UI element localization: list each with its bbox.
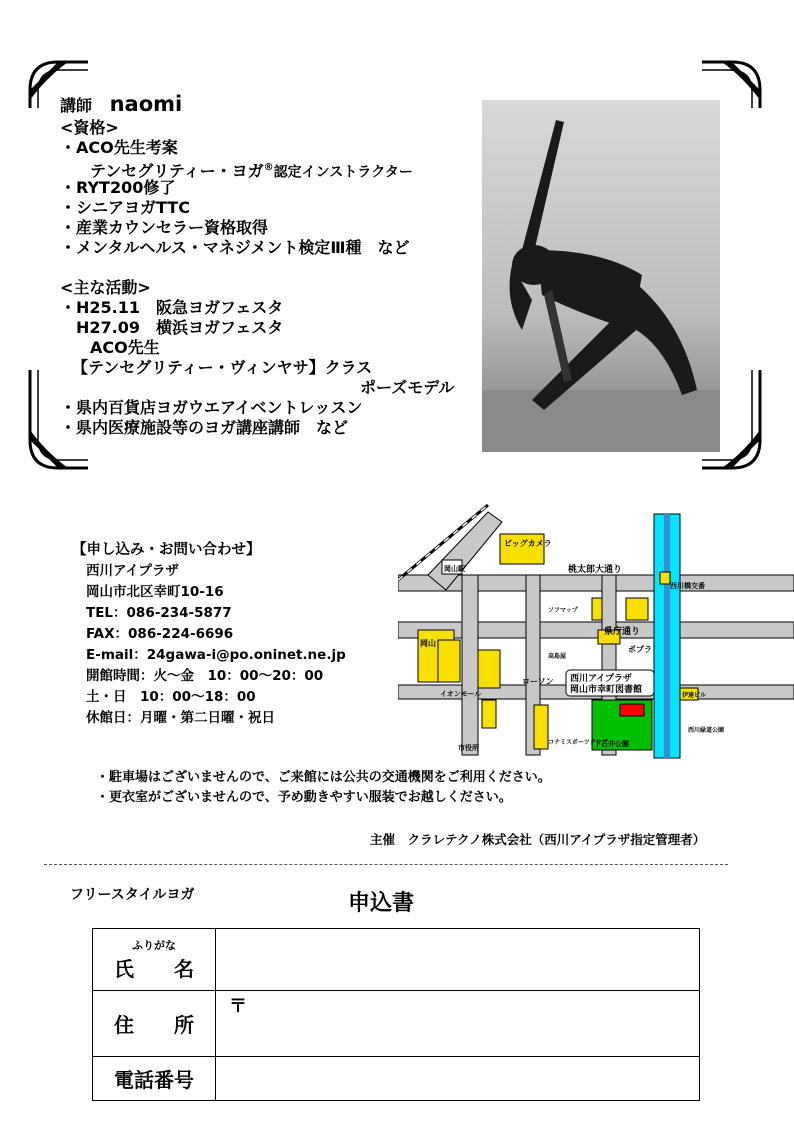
- qualification-tensegrity: テンセグリティー・ヨガ: [90, 161, 264, 181]
- qualification-item: ・メンタルヘルス・マネジメント検定Ⅲ種 など: [60, 238, 410, 257]
- activity-item: ・H25.11 阪急ヨガフェスタ: [60, 298, 284, 317]
- contact-hours-weekend: 土・日 10：00〜18：00: [86, 689, 256, 705]
- activity-item: 【テンセグリティー・ヴィンヤサ】クラス: [72, 358, 373, 377]
- furigana-label: ふりがな: [132, 939, 176, 952]
- activity-item: ・県内百貨店ヨガウエアイベントレッスン: [60, 398, 363, 417]
- map-label-aeon: イオンモール: [440, 690, 482, 698]
- contact-address: 岡山市北区幸町10-16: [86, 584, 224, 600]
- spacer: [60, 258, 454, 278]
- phone-field[interactable]: [216, 1057, 700, 1101]
- name-field[interactable]: [216, 929, 700, 991]
- note-parking: ・駐車場はございませんので、ご来館には公共の交通機関をご利用ください。: [96, 770, 551, 785]
- form-title: 申込書: [348, 891, 415, 916]
- map-label-nishigawa-ryokudo: 西川緑道公園: [688, 727, 725, 734]
- notes-block: [96, 768, 551, 808]
- map-label-okayama: 岡山: [420, 639, 436, 648]
- map-label-takashimaya: 高島屋: [548, 653, 567, 660]
- address-field[interactable]: [216, 991, 700, 1057]
- registered-mark: ®: [263, 162, 274, 173]
- map-label-nishigawa-bridge: 西川橋交番: [670, 582, 705, 590]
- phone-label: 電話番号: [93, 1057, 216, 1101]
- activity-item: ・県内医療施設等のヨガ講座講師 など: [60, 418, 349, 437]
- qualification-item: ・ACO先生考案: [60, 138, 178, 157]
- map-label-poplar: ポプラ: [628, 645, 652, 654]
- activities-heading: <主な活動>: [60, 278, 151, 297]
- map-label-momotaro: 桃太郎大通り: [568, 565, 623, 575]
- access-map: [398, 500, 794, 760]
- qualification-item: ・RYT200修了: [60, 178, 176, 197]
- map-label-sofmap: ソフマップ: [548, 607, 578, 614]
- activity-item: ACO先生: [90, 338, 160, 357]
- map-label-library: 岡山市幸町図書館: [570, 685, 643, 695]
- map-label-kencho: 県庁通り: [604, 627, 641, 637]
- qualification-cert: 認定インストラクター: [273, 164, 413, 181]
- instructor-label: 講師: [60, 96, 93, 115]
- contact-heading: 【申し込み・お問い合わせ】: [72, 542, 261, 558]
- instructor-photo: [482, 100, 720, 452]
- map-label-shimoishii: 下石井公園: [594, 740, 629, 748]
- contact-email: E-mail：24gawa-i@po.oninet.ne.jp: [86, 647, 346, 663]
- qualification-item: ・シニアヨガTTC: [60, 198, 190, 217]
- contact-fax: FAX：086-224-6696: [86, 626, 234, 642]
- qualifications-heading: <資格>: [60, 118, 119, 137]
- map-label-okayama-eki: 岡山駅: [444, 565, 465, 573]
- map-label-shiyakusho: 市役所: [458, 744, 479, 752]
- map-label-ito-building: 伊達ビル: [682, 692, 707, 699]
- form-class-name: フリースタイルヨガ: [70, 887, 195, 903]
- map-label-bic-camera: ビッグカメラ: [504, 539, 552, 548]
- name-label: 氏 名: [114, 957, 194, 981]
- postal-mark: 〒: [229, 996, 247, 1017]
- activity-item: ポーズモデル: [360, 378, 455, 397]
- map-label-iplaza: 西川アイプラザ: [570, 674, 632, 684]
- contact-closed: 休館日：月曜・第二日曜・祝日: [86, 710, 275, 726]
- contact-tel: TEL：086-234-5877: [86, 605, 232, 621]
- instructor-name: naomi: [109, 92, 183, 116]
- instructor-heading: [60, 94, 454, 118]
- map-label-konami: コナミスポーツクラブ: [548, 739, 608, 746]
- application-form: [92, 928, 700, 1101]
- contact-block: [72, 540, 346, 729]
- map-label-lawson: ローソン: [522, 677, 554, 686]
- contact-facility: 西川アイプラザ: [86, 563, 179, 579]
- activity-item: H27.09 横浜ヨガフェスタ: [76, 318, 284, 337]
- instructor-bio: [60, 94, 454, 438]
- qualification-item: [60, 158, 454, 181]
- qualification-item: ・産業カウンセラー資格取得: [60, 218, 269, 237]
- note-changing-room: ・更衣室がございませんので、予め動きやすい服装でお越しください。: [96, 790, 512, 805]
- organizer: 主催 クラレテクノ株式会社（西川アイプラザ指定管理者）: [370, 832, 706, 847]
- contact-hours-weekday: 開館時間：火〜金 10：00〜20：00: [86, 668, 324, 684]
- address-label: 住 所: [93, 991, 216, 1057]
- cut-line: [44, 864, 728, 865]
- name-label-cell: [93, 929, 216, 991]
